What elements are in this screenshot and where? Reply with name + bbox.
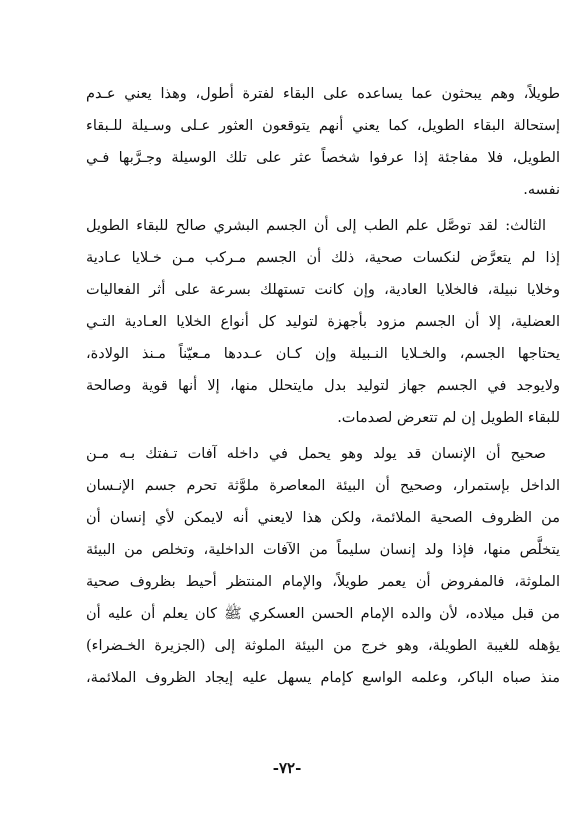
text-line: إذا لم يتعرَّض لنكسات صحية، ذلك أن الجسم مـركب مـن خـلايا عـادية — [86, 250, 560, 266]
paragraph-2 — [86, 210, 560, 434]
page-number: -٧٢- — [272, 759, 302, 777]
text-line: من الظروف الصحية الملائمة، ولكن هذا لايعني أنه لايمكن لأي إنسان أن — [86, 510, 560, 526]
paragraph-1 — [86, 78, 560, 206]
text-line: الداخل بإستمرار، وصحيح أن البيئة المعاصرة ملوَّثة تحرم جسم الإنـسان — [86, 478, 560, 494]
text-line: العضلية، إلا أن الجسم مزود بأجهزة لتوليد كل أنواع الخلايا العـادية التـي — [86, 314, 560, 330]
text-line: ولايوجد في الجسم جهاز لتوليد بدل مايتحلل منها، إلا أنها قوية وصالحة — [86, 378, 560, 394]
text-line: يحتاجها الجسم، والخـلايا النـبيلة وإن كـان عـددها مـعيّناً مـنذ الولادة، — [86, 346, 560, 362]
paragraph-3 — [86, 438, 560, 694]
text-line: من قبل ميلاده، لأن والده الإمام الحسن العسكري ﷺ كان يعلم أن عليه أن — [86, 606, 560, 622]
text-line: طويلاً، وهم يبحثون عما يساعده على البقاء لفترة أطول، وهذا يعني عـدم — [86, 86, 560, 102]
text-line: يتخلَّص منها، فإذا ولد إنسان سليماً من الآفات الداخلية، وتخلص من البيئة — [86, 542, 560, 558]
text-line: منذ صباه الباكر، وعلمه الواسع كإمام يسهل عليه إيجاد الظروف الملائمة، — [86, 670, 560, 686]
text-line: الملوثة، فالمفروض أن يعمر طويلاً، والإمام المنتظر أحيط بظروف صحية — [86, 574, 560, 590]
text-line: الثالث: لقد توصَّل علم الطب إلى أن الجسم البشري صالح للبقاء الطويل — [86, 218, 546, 234]
text-line: الطويل، فلا مفاجئة إذا عرفوا شخصاً عثر على تلك الوسيلة وجـرَّبها فـي — [86, 150, 560, 166]
text-line: نفسه. — [523, 182, 560, 198]
text-line: يؤهله للغيبة الطويلة، وهو خرج من البيئة الملوثة إلى (الجزيرة الخـضراء) — [86, 638, 560, 654]
text-line: وخلايا نبيلة، فالخلايا العادية، وإن كانت تستهلك بسرعة على أثر الفعاليات — [86, 282, 560, 298]
body-text — [86, 78, 560, 694]
text-line: إستحالة البقاء الطويل، كما يعني أنهم يتوقعون العثور عـلى وسـيلة للـبقاء — [86, 118, 560, 134]
text-line: صحيح أن الإنسان قد يولد وهو يحمل في داخله آفات تـفتك بـه مـن — [86, 446, 546, 462]
text-line: للبقاء الطويل إن لم تتعرض لصدمات. — [337, 410, 560, 426]
